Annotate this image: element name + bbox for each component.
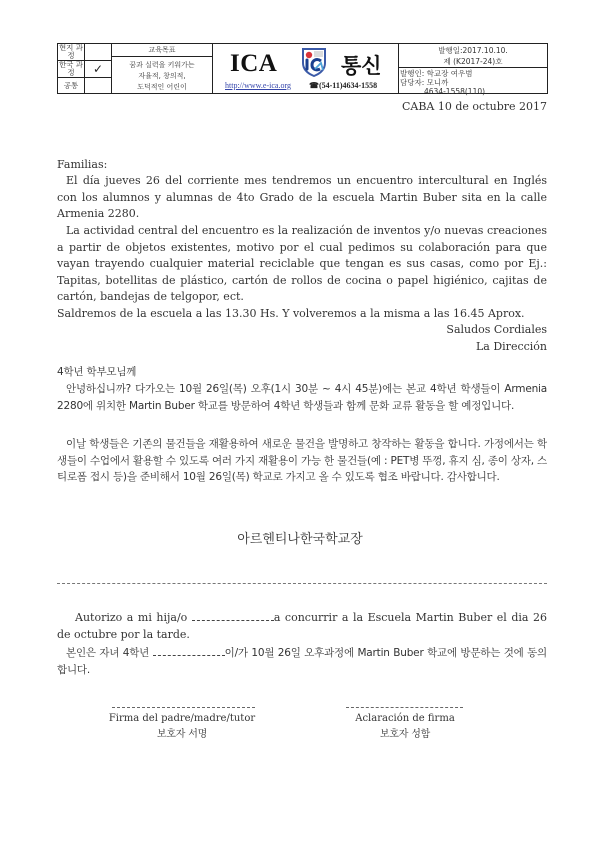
curriculum-row-local: [58, 44, 111, 61]
cut-line-divider: [57, 583, 547, 584]
paragraph-es-1: El día jueves 26 del corriente mes tendremos un encuentro intercultural en Inglés con los alumnos y alumnas de 4to Grado de la escuela Martin Buber sita en la calle Armenia 2280.: [57, 174, 547, 220]
ica-shield-emblem-icon: [301, 47, 327, 77]
curriculum-label: 공통: [58, 78, 85, 93]
salutation-kr: 4학년 학부모님께: [57, 366, 137, 378]
signature-label-es: Firma del padre/madre/tutor: [108, 713, 256, 724]
paragraph-es-2: La actividad central del encuentro es la realización de inventos y/o nuevas creaciones a partir de objetos existentes, motivo por el cual pedimos su colaboración para que vayan trayendo cualquier material reciclable que tengan es sus casas, como por Ej.: Tapitas, botellitas de plástico, cartón de rollos de cocina o papel higiénico, cajitas de cartón, bandejas de telgopor, ect.: [57, 224, 547, 303]
issue-info: [399, 44, 547, 68]
issue-number: 제 (K2017-24)호: [443, 56, 503, 66]
signature-line-right[interactable]: [346, 707, 463, 708]
signature-line-left[interactable]: [112, 707, 255, 708]
consent-kr-text-1: 본인은 자녀 4학년: [66, 647, 153, 659]
curriculum-label: 현지 과정: [58, 43, 84, 60]
consent-kr: [57, 645, 547, 678]
signature-label-left: [102, 711, 262, 743]
education-goal-text: [112, 57, 212, 93]
curriculum-column: [58, 44, 112, 93]
salutation-es: Familias:: [57, 158, 108, 171]
goal-line: 자율적, 창의적,: [138, 72, 186, 80]
clarification-label-es: Aclaración de firma: [355, 713, 455, 724]
name-clarification-label: [330, 711, 480, 743]
consent-es-text-1: Autorizo a mi hija/o: [75, 611, 192, 624]
consent-es-text-2: a concurrir a la Escuela Martin Buber el dia 26 de octubre por la tarde.: [57, 611, 547, 641]
publisher-info: [399, 68, 547, 96]
logo-column: [213, 44, 399, 93]
school-website-link[interactable]: http://www.e-ica.org: [225, 81, 291, 90]
curriculum-row-korean: [58, 61, 111, 78]
curriculum-check: [85, 44, 111, 60]
goal-line: 꿈과 실력을 키워가는: [129, 61, 195, 69]
education-goal-title: 교육목표: [112, 44, 212, 57]
paragraph-kr-1: 안녕하십니까? 다가오는 10월 26일(목) 오후(1시 30분 ~ 4시 45분)에는 본교 4학년 학생들이 Armenia 2280에 위치한 Martin Buber 학교를 방문하여 4학년 학생들과 함께 문화 교류 활동을 할 예정입니다.: [57, 383, 547, 412]
goal-line: 도덕적인 어린이: [137, 83, 187, 91]
consent-kr-text-2: 이/가 10월 26일 오후과정에 Martin Buber 학교에 방문하는 것에 동의합니다.: [57, 647, 547, 676]
child-name-blank-es[interactable]: [192, 611, 274, 621]
paragraph-es-3: Saldremos de la escuela a las 13.30 Hs. Y volveremos a la misma a las 16.45 Aprox.: [57, 307, 525, 320]
issue-info-column: [399, 44, 547, 96]
curriculum-check: [85, 78, 111, 93]
curriculum-label: 한국 과정: [58, 60, 84, 77]
issue-date: 발행일:2017.10.10.: [438, 46, 508, 55]
closing-direction: La Dirección: [475, 340, 547, 353]
date-line: CABA 10 de octubre 2017: [401, 100, 547, 113]
principal-signature: 아르헨티나한국학교장: [237, 532, 363, 547]
clarification-label-kr: 보호자 성함: [379, 729, 431, 740]
contact-person: 담당자: 모니까: [400, 78, 449, 87]
curriculum-row-common: [58, 78, 111, 93]
child-name-blank-kr[interactable]: [153, 646, 225, 656]
contact-phone: 4634-1558(110): [424, 87, 486, 96]
education-goal-column: [112, 44, 213, 93]
signature-label-kr: 보호자 서명: [156, 729, 208, 740]
newsletter-title: 통신: [341, 54, 382, 78]
newsletter-header: [57, 43, 548, 94]
checkmark-icon: ✓: [92, 62, 104, 76]
publisher: 발행인: 학교장 여우범: [400, 69, 473, 78]
paragraph-kr-2: 이날 학생들은 기존의 물건들을 재활용하여 새로운 물건을 발명하고 창작하는 활동을 합니다. 가정에서는 학생들이 수업에서 활용할 수 있도록 여러 가지 재활용이 가능 한 물건들(예 : PET병 뚜껑, 휴지 심, 종이 상자, 스티로폼 접시 등)을 준비해서 10월 26일(목) 학교로 가지고 올 수 있도록 협조 바랍니다. 감사합니다.: [57, 438, 547, 483]
closing-regards: Saludos Cordiales: [446, 323, 547, 336]
consent-es: [57, 610, 547, 643]
ica-logo-text: ICA: [230, 50, 278, 77]
school-phone: ☎(54-11)4634-1558: [309, 81, 378, 90]
